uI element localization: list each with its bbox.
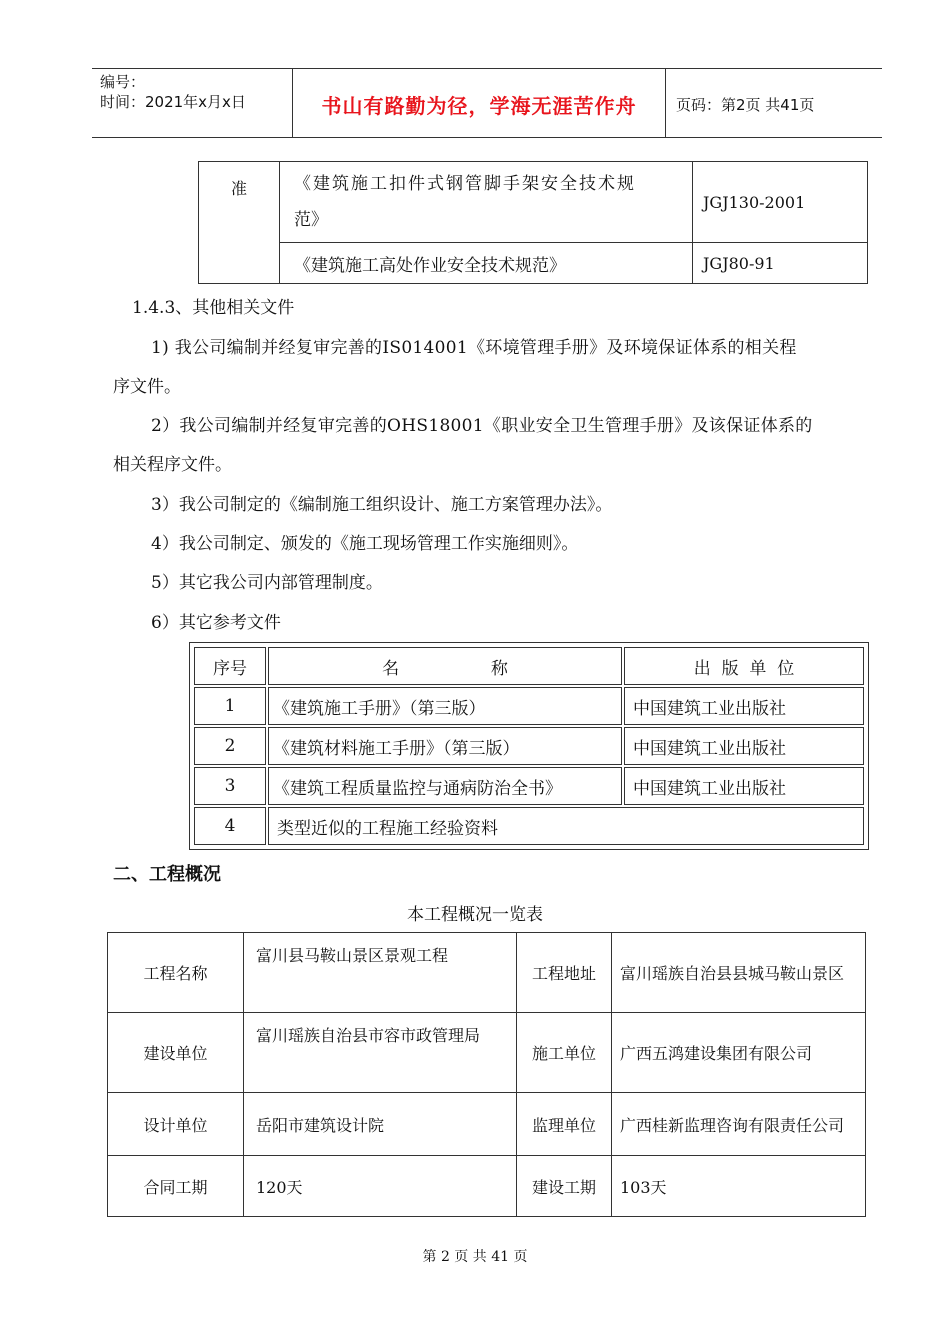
reference-books-table: [189, 642, 869, 850]
standards-category-cell: 准: [199, 162, 280, 284]
table-caption: 本工程概况一览表: [407, 905, 543, 925]
header-page-cell: [666, 69, 882, 137]
table-row: [194, 727, 864, 765]
header-page-info: 页码：第2页 共41页: [676, 96, 815, 114]
standard-name-line: 范》: [294, 210, 328, 230]
column-header-no: 序号: [194, 647, 266, 685]
cell-label: 建设单位: [108, 1013, 244, 1093]
section-heading-1-4-3: 1.4.3、其他相关文件: [132, 298, 295, 318]
column-header-name: 名 称: [268, 647, 622, 685]
cell-name: 《建筑工程质量监控与通病防治全书》: [268, 767, 622, 805]
section-heading-2: 二、工程概况: [113, 864, 221, 885]
standard-name-line: 《建筑施工扣件式钢管脚手架安全技术规: [294, 174, 636, 194]
cell-label: 工程名称: [108, 933, 244, 1013]
cell-label: 建设工期: [517, 1156, 612, 1217]
cell-label: 施工单位: [517, 1013, 612, 1093]
table-row: [199, 162, 868, 243]
cell-label: 监理单位: [517, 1093, 612, 1156]
standards-table: [198, 161, 868, 284]
table-header-row: [194, 647, 864, 685]
cell-value: 广西五鸿建设集团有限公司: [612, 1013, 866, 1093]
cell-no: 1: [194, 687, 266, 725]
cell-publisher: 中国建筑工业出版社: [624, 687, 864, 725]
cell-value: 富川瑶族自治县市容市政管理局: [244, 1013, 517, 1093]
cell-name: 《建筑施工手册》（第三版）: [268, 687, 622, 725]
list-item-continuation: 相关程序文件。: [113, 455, 232, 475]
cell-value: 岳阳市建筑设计院: [244, 1093, 517, 1156]
cell-value: 103天: [612, 1156, 866, 1217]
cell-label: 工程地址: [517, 933, 612, 1013]
page-header: [92, 68, 882, 138]
standard-code-cell: JGJ130-2001: [693, 162, 868, 243]
page-footer: 第 2 页 共 41 页: [422, 1249, 528, 1265]
cell-label: 合同工期: [108, 1156, 244, 1217]
table-row: [108, 933, 866, 1013]
column-header-publisher: 出 版 单 位: [624, 647, 864, 685]
header-motto: 书山有路勤为径，学海无涯苦作舟: [321, 94, 637, 118]
cell-name: 类型近似的工程施工经验资料: [268, 807, 864, 845]
table-row: [194, 687, 864, 725]
table-row: [108, 1156, 866, 1217]
list-item: 6）其它参考文件: [151, 613, 281, 633]
standard-name-cell: [280, 162, 693, 243]
cell-no: 4: [194, 807, 266, 845]
list-item: 4）我公司制定、颁发的《施工现场管理工作实施细则》。: [151, 534, 579, 554]
cell-name: 《建筑材料施工手册》（第三版）: [268, 727, 622, 765]
cell-publisher: 中国建筑工业出版社: [624, 767, 864, 805]
list-item: 2）我公司编制并经复审完善的OHS18001《职业安全卫生管理手册》及该保证体系的: [151, 416, 813, 436]
cell-value: 120天: [244, 1156, 517, 1217]
project-overview-table: [107, 932, 866, 1217]
cell-value: 富川瑶族自治县县城马鞍山景区: [612, 933, 866, 1013]
cell-no: 2: [194, 727, 266, 765]
header-meta-cell: [92, 69, 293, 137]
list-item: 5）其它我公司内部管理制度。: [151, 573, 383, 593]
standard-name-cell: 《建筑施工高处作业安全技术规范》: [280, 243, 693, 284]
table-row: [108, 1093, 866, 1156]
cell-value: 广西桂新监理咨询有限责任公司: [612, 1093, 866, 1156]
table-row: [108, 1013, 866, 1093]
table-row: [199, 243, 868, 284]
cell-label: 设计单位: [108, 1093, 244, 1156]
table-row: [194, 807, 864, 845]
cell-no: 3: [194, 767, 266, 805]
cell-publisher: 中国建筑工业出版社: [624, 727, 864, 765]
cell-value: 富川县马鞍山景区景观工程: [244, 933, 517, 1013]
list-item-continuation: 序文件。: [113, 377, 181, 397]
table-row: [194, 767, 864, 805]
list-item: 1) 我公司编制并经复审完善的IS014001《环境管理手册》及环境保证体系的相关程: [151, 338, 797, 358]
document-code-label: 编号：: [100, 73, 146, 91]
list-item: 3）我公司制定的《编制施工组织设计、施工方案管理办法》。: [151, 495, 613, 515]
standard-code-cell: JGJ80-91: [693, 243, 868, 284]
header-motto-cell: [293, 69, 666, 137]
document-date: 时间：2021年x月x日: [100, 93, 246, 111]
